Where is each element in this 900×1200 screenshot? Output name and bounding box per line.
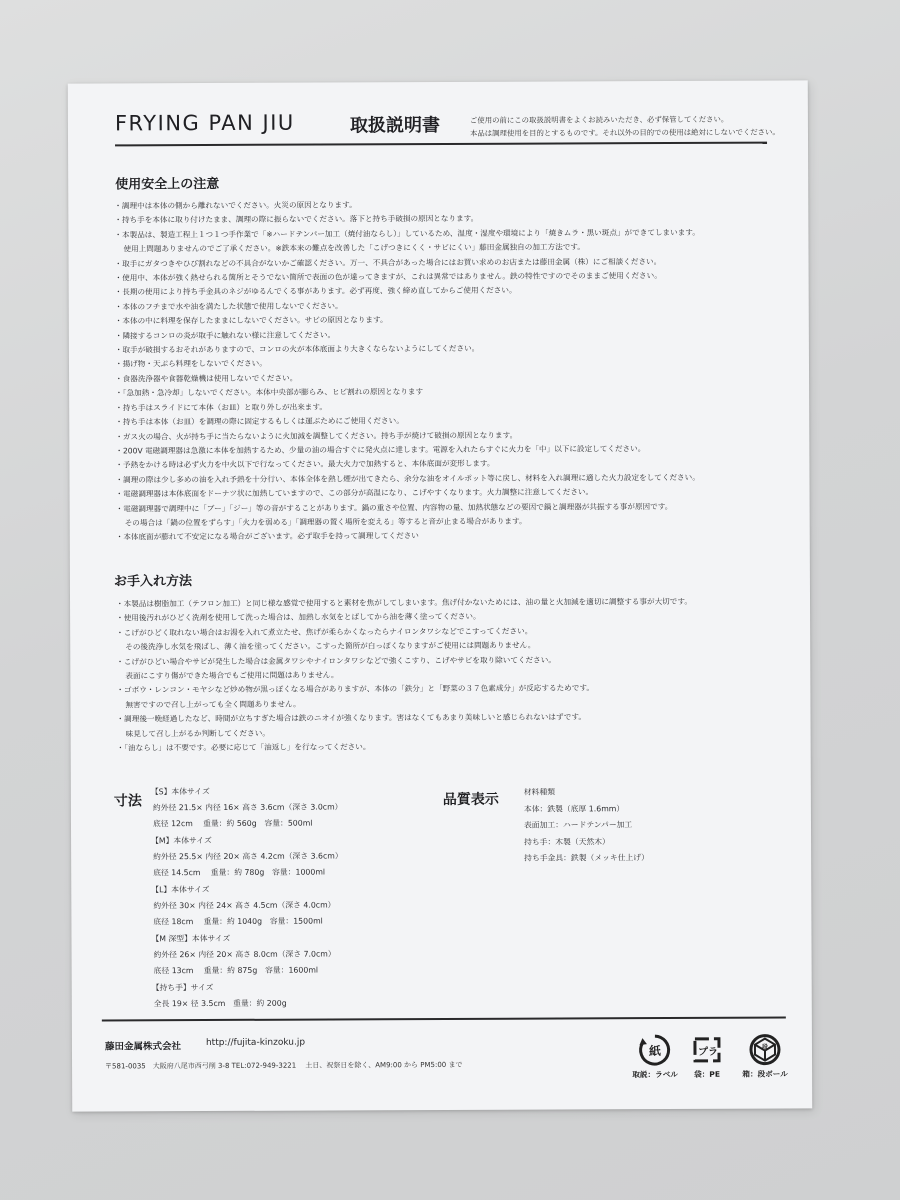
list-item: 無害ですので召し上がっても全く問題ありません。 <box>125 699 301 710</box>
header-notes <box>470 113 780 140</box>
dimension-label: 【S】本体サイズ <box>150 787 210 797</box>
list-item: その後洗浄し水気を飛ばし、薄く油を塗ってください。こすった箇所が白っぽくなりますがご使用には問題ありません。 <box>125 640 536 652</box>
list-item: ・「急加熱・急冷却」しないでください。本体中央部が膨らみ、ヒビ割れの原因となります <box>115 387 424 398</box>
dimension-label: 【M 深型】本体サイズ <box>151 933 231 944</box>
company-url: http://fujita-kinzoku.jp <box>205 1037 306 1049</box>
dimension-block <box>151 930 343 979</box>
list-item: ・食器洗浄器や食器乾燥機は使用しないでください。 <box>115 373 298 384</box>
list-item: ・本体のフチまで水や油を満たした状態で使用しないでください。 <box>114 301 343 312</box>
cardboard-recycle-icon <box>748 1033 782 1067</box>
dimension-row: 底径 18cm 重量：約 1040g 容量：1500ml <box>153 916 323 927</box>
list-item: ・使用中、本体が強く熱せられる箇所とそうでない箇所で表面の色が違ってきますが、これは異常ではありません。鉄の特性ですのでそのままご使用ください。 <box>114 271 662 283</box>
list-item: その場合は「鍋の位置をずらす」「火力を弱める」「調理器の置く場所を変える」等すると音が止まる場合があります。 <box>124 516 527 528</box>
recycle-label: 取説：ラベル <box>632 1069 678 1080</box>
company-address: 〒581-0035 大阪府八尾市西弓削 3-8 TEL:072-949-3221 土日、祝祭日を除く、AM9:00 から PM5:00 まで <box>105 1060 463 1071</box>
plastic-recycle-icon <box>690 1033 724 1067</box>
paper-recycle-icon <box>638 1033 672 1067</box>
quality-title: 品質表示 <box>442 791 499 808</box>
list-item: ・こげがひどい場合やサビが発生した場合は金属タワシやナイロンタワシなどで強くこすり、こげやサビを取り除いてください。 <box>116 655 556 667</box>
dimension-block <box>152 979 344 1012</box>
dimension-row: 底径 13cm 重量：約 875g 容量：1600ml <box>153 965 319 976</box>
quality-heading: 材料種類 <box>523 787 556 797</box>
list-item: ・ゴボウ・レンコン・モヤシなど炒め物が黒っぽくなる場合がありますが、本体の「鉄分」と「野菜の３７色素成分」が反応するためです。 <box>116 683 594 695</box>
dimension-row: 底径 12cm 重量：約 560g 容量：500ml <box>152 818 313 829</box>
list-item: ・本製品は樹脂加工（テフロン加工）と同じ様な感覚で使用すると素材を焦がしてしまいます。焦げ付かないためには、油の量と火加減を適切に調整する事が大切です。 <box>116 596 692 609</box>
dimension-row: 底径 14.5cm 重量：約 780g 容量：1000ml <box>153 867 326 878</box>
dimension-block <box>151 881 343 930</box>
list-item: ・電磁調理器は本体底面をドーナツ状に加熱していますので、この部分が高温になり、こげやすくなります。火力調整に注意してください。 <box>115 487 594 499</box>
recycle-mark-cardboard <box>730 1032 800 1079</box>
dimension-row: 全長 19× 径 3.5cm 重量：約 200g <box>153 998 287 1009</box>
safety-section-title: 使用安全上の注意 <box>115 176 220 193</box>
list-item: ・200V 電磁調理器は急激に本体を加熱するため、少量の油の場合すぐに発火点に達します。電源を入れたらすぐに火力を「中」以下に設定してください。 <box>115 444 646 456</box>
quality-list <box>524 784 649 867</box>
document-title: 取扱説明書 <box>349 114 440 137</box>
list-item: ・取手にガタつきやひび割れなどの不具合がないかご確認ください。万一、不具合があった場合にはお買い求めのお店または藤田金属（株）にご相談ください。 <box>114 256 662 269</box>
list-item: ・ガス火の場合、火が持ち手に当たらないように火加減を調整してください。持ち手が焼けて破損の原因となります。 <box>115 430 518 441</box>
dimension-row: 約外径 26× 内径 20× 高さ 8.0cm（深さ 7.0cm） <box>153 949 336 960</box>
recycle-label: 袋：PE <box>694 1069 721 1079</box>
dimension-block <box>151 832 343 881</box>
company-name: 藤田金属株式会社 <box>104 1041 182 1053</box>
safety-list <box>114 197 776 546</box>
recycle-label: 箱：段ボール <box>742 1069 788 1079</box>
recycle-glyph: プラ <box>697 1046 719 1058</box>
quality-row: 持ち手金具：鉄製（メッキ仕上げ） <box>524 853 649 863</box>
list-item: ・本製品は、製造工程上１つ１つ手作業で「※ハードテンパー加工（焼付油ならし）」しているため、温度・湿度や環境により「焼きムラ・黒い斑点」ができてしまいます。 <box>114 227 700 240</box>
quality-row: 持ち手：木製（天然木） <box>524 836 610 847</box>
footer-divider <box>102 1016 786 1021</box>
list-item: ・持ち手を本体に取り付けたまま、調理の際に振らないでください。落下と持ち手破損の原因となります。 <box>114 214 479 225</box>
list-item: 使用上問題ありませんのでご了承ください。※鉄本来の難点を改善した「こげつきにくく・サビにくい」藤田金属独自の加工方法です。 <box>123 242 585 254</box>
list-item: ・電磁調理器で調理中に「ブー」「ジー」等の音がすることがあります。鍋の重さや位置、内容物の量、加熱状態などの要因で鍋と調理器が共振する事が原因です。 <box>115 501 673 513</box>
brand-name: FRYING PAN JIU <box>114 110 295 136</box>
document-header <box>114 109 780 138</box>
list-item: ・調理中は本体の側から離れないでください。火災の原因となります。 <box>114 200 357 211</box>
header-note: ご使用の前にこの取扱説明書をよくお読みいただき、必ず保管してください。 <box>469 114 729 125</box>
dimensions-list <box>151 783 344 1013</box>
recycle-glyph: 紙 <box>648 1044 662 1059</box>
list-item: ・使用後汚れがひどく洗剤を使用して洗った場合は、加熱し水気をとばしてから油を薄く塗ってください。 <box>116 612 481 623</box>
quality-row: 表面加工：ハードテンパー加工 <box>523 820 633 830</box>
list-item: ・揚げ物・天ぷら料理をしないでください。 <box>114 359 267 369</box>
list-item: ・調理の際は少し多めの油を入れ予熱を十分行い、本体全体を熱し煙が出てきたら、余分な油をオイルポット等に戻し、材料を入れ調理に適した火力設定をしてください。 <box>115 472 700 485</box>
dimension-label: 【L】本体サイズ <box>151 885 210 895</box>
care-list <box>116 595 777 756</box>
dimensions-title: 寸法 <box>113 793 142 810</box>
header-divider <box>115 142 767 147</box>
list-item: ・こげがひどく取れない場合はお湯を入れて煮立たせ、焦げが柔らかくなったらナイロンタワシなどでこすってください。 <box>116 626 533 638</box>
care-section-title: お手入れ方法 <box>113 574 192 590</box>
list-item: 味見して召し上がるか判断してください。 <box>125 728 270 739</box>
header-note: 本品は調理使用を目的とするものです。それ以外の目的での使用は絶対にしないでください。 <box>469 127 780 138</box>
list-item: ・本体の中に料理を保存したままにしないでください。サビの原因となります。 <box>114 315 388 326</box>
instruction-sheet <box>68 80 812 1111</box>
list-item: ・持ち手は本体（お皿）を調理の際に固定するもしくは運ぶためにご使用ください。 <box>115 416 404 427</box>
list-item: ・取手が破損するおそれがありますので、コンロの火が本体底面より大きくならないようにしてください。 <box>114 343 480 355</box>
list-item: ・長期の使用により持ち手金具のネジがゆるんでくる事があります。必ず再度、強く締め直してからご使用ください。 <box>114 286 517 297</box>
list-item: ・持ち手はスライドにて本体（お皿）と取り外しが出来ます。 <box>115 402 327 413</box>
quality-row: 本体：鉄製（底厚 1.6mm） <box>523 803 625 814</box>
list-item: ・隣接するコンロの炎が取手に触れない様に注意してください。 <box>114 330 336 341</box>
recycle-glyph: 段 <box>761 1043 768 1051</box>
dimension-row: 約外径 21.5× 内径 16× 高さ 3.6cm（深さ 3.0cm） <box>152 802 343 813</box>
dimension-row: 約外径 25.5× 内径 20× 高さ 4.2cm（深さ 3.6cm） <box>153 851 343 862</box>
list-item: 表面にこすり傷ができた場合でもご使用に問題はありません。 <box>125 670 339 681</box>
list-item: ・予熱をかける時は必ず火力を中火以下で行なってください。最大火力で加熱すると、本体底面が変形します。 <box>115 459 495 470</box>
dimension-row: 約外径 30× 内径 24× 高さ 4.5cm（深さ 4.0cm） <box>153 900 336 911</box>
list-item: ・調理後一晩経過したなど、時間が立ちすぎた場合は鉄のニオイが強くなります。害はなくてもあまり美味しいと感じられないはずです。 <box>116 712 586 724</box>
dimension-label: 【持ち手】サイズ <box>151 982 214 993</box>
list-item: ・本体底面が膨れて不安定になる場合がございます。必ず取手を持って調理してください <box>115 531 419 542</box>
list-item: ・「油ならし」は不要です。必要に応じて「油返し」を行なってください。 <box>116 742 371 753</box>
dimension-label: 【M】本体サイズ <box>151 835 212 846</box>
dimension-block <box>151 783 343 832</box>
